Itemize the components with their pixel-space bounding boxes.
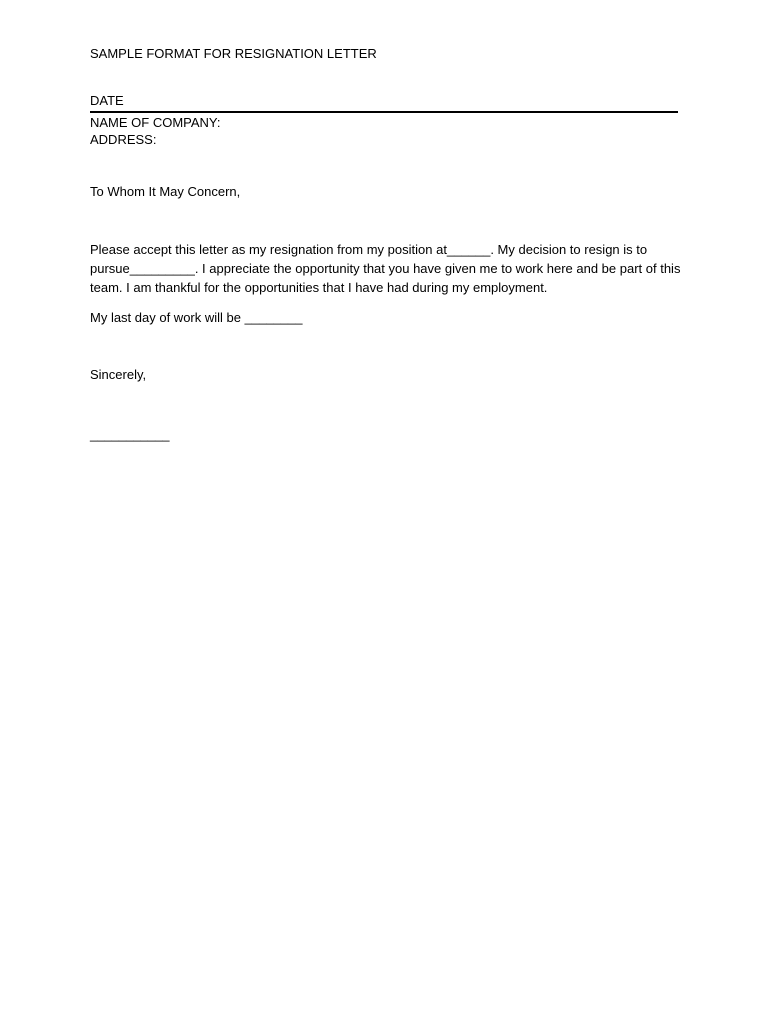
closing: Sincerely, — [90, 367, 147, 382]
body-paragraph-line: Please accept this letter as my resignation from my position at______. My decision to resign is to — [90, 242, 648, 257]
company-label: NAME OF COMPANY: — [90, 115, 221, 130]
header-divider — [90, 111, 678, 113]
signature-line: ___________ — [90, 427, 170, 442]
last-day-statement: My last day of work will be ________ — [90, 310, 303, 325]
date-label: DATE — [90, 93, 124, 108]
body-paragraph-line: team. I am thankful for the opportunities that I have had during my employment. — [90, 280, 548, 295]
document-title: SAMPLE FORMAT FOR RESIGNATION LETTER — [90, 46, 377, 61]
salutation: To Whom It May Concern, — [90, 184, 241, 199]
address-label: ADDRESS: — [90, 132, 157, 147]
body-paragraph-line: pursue_________. I appreciate the opportunity that you have given me to work here and be part of this — [90, 261, 681, 276]
